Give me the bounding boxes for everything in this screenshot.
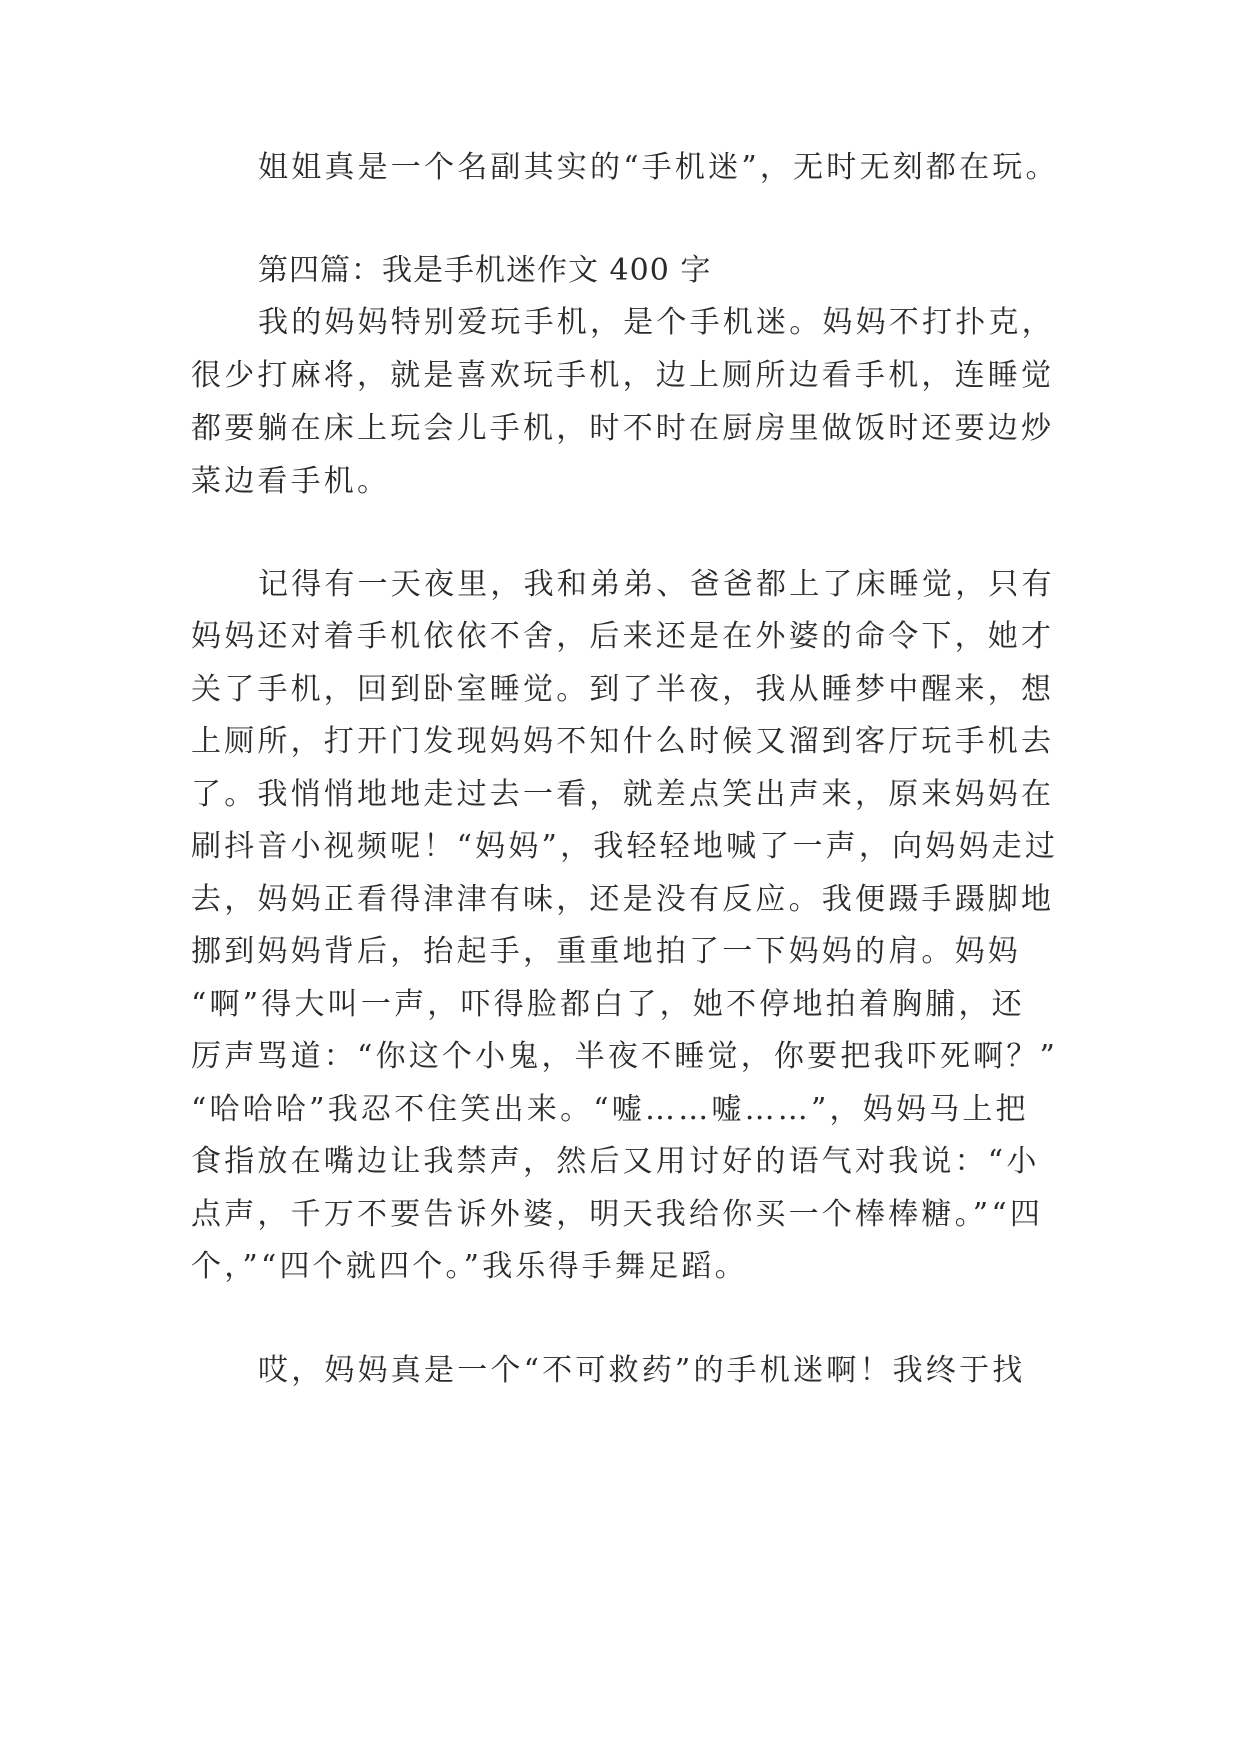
paragraph-1-line: 很少打麻将，就是喜欢玩手机，边上厕所边看手机，连睡觉	[191, 358, 1055, 393]
paragraph-2-line: 刷抖音小视频呢！“妈妈”，我轻轻地喊了一声，向妈妈走过	[191, 829, 1059, 864]
paragraph-3-line: 哎，妈妈真是一个“不可救药”的手机迷啊！我终于找	[258, 1353, 1026, 1388]
paragraph-1-line: 菜边看手机。	[191, 464, 391, 499]
paragraph-2-line: 上厕所，打开门发现妈妈不知什么时候又溜到客厅玩手机去	[191, 724, 1055, 759]
paragraph-2-line: 食指放在嘴边让我禁声，然后又用讨好的语气对我说：“小	[191, 1144, 1040, 1179]
paragraph-2-line: 厉声骂道：“你这个小鬼，半夜不睡觉，你要把我吓死啊？”	[191, 1039, 1059, 1074]
paragraph-2-line: “哈哈哈”我忍不住笑出来。“嘘……嘘……”，妈妈马上把	[191, 1092, 1029, 1127]
paragraph-2-line: 记得有一天夜里，我和弟弟、爸爸都上了床睡觉，只有	[258, 567, 1055, 602]
paragraph-1-line: 我的妈妈特别爱玩手机，是个手机迷。妈妈不打扑克，	[258, 305, 1055, 340]
paragraph-2-line: 了。我悄悄地地走过去一看，就差点笑出声来，原来妈妈在	[191, 777, 1055, 812]
paragraph-2-line: 点声，千万不要告诉外婆，明天我给你买一个棒棒糖。”“四	[191, 1197, 1044, 1232]
paragraph-intro-line: 姐姐真是一个名副其实的“手机迷”，无时无刻都在玩。	[258, 150, 1059, 185]
paragraph-2-line: 关了手机，回到卧室睡觉。到了半夜，我从睡梦中醒来，想	[191, 672, 1055, 707]
paragraph-2-line: 个，”“四个就四个。”我乐得手舞足蹈。	[191, 1249, 748, 1284]
section-heading: 第四篇：我是手机迷作文 400 字	[258, 253, 712, 288]
paragraph-2-line: 去，妈妈正看得津津有味，还是没有反应。我便蹑手蹑脚地	[191, 882, 1055, 917]
paragraph-1-line: 都要躺在床上玩会儿手机，时不时在厨房里做饭时还要边炒	[191, 411, 1055, 446]
paragraph-2-line: “啊”得大叫一声，吓得脸都白了，她不停地拍着胸脯，还	[191, 987, 1025, 1022]
paragraph-2-line: 挪到妈妈背后，抬起手，重重地拍了一下妈妈的肩。妈妈	[191, 934, 1021, 969]
paragraph-2-line: 妈妈还对着手机依依不舍，后来还是在外婆的命令下，她才	[191, 619, 1055, 654]
